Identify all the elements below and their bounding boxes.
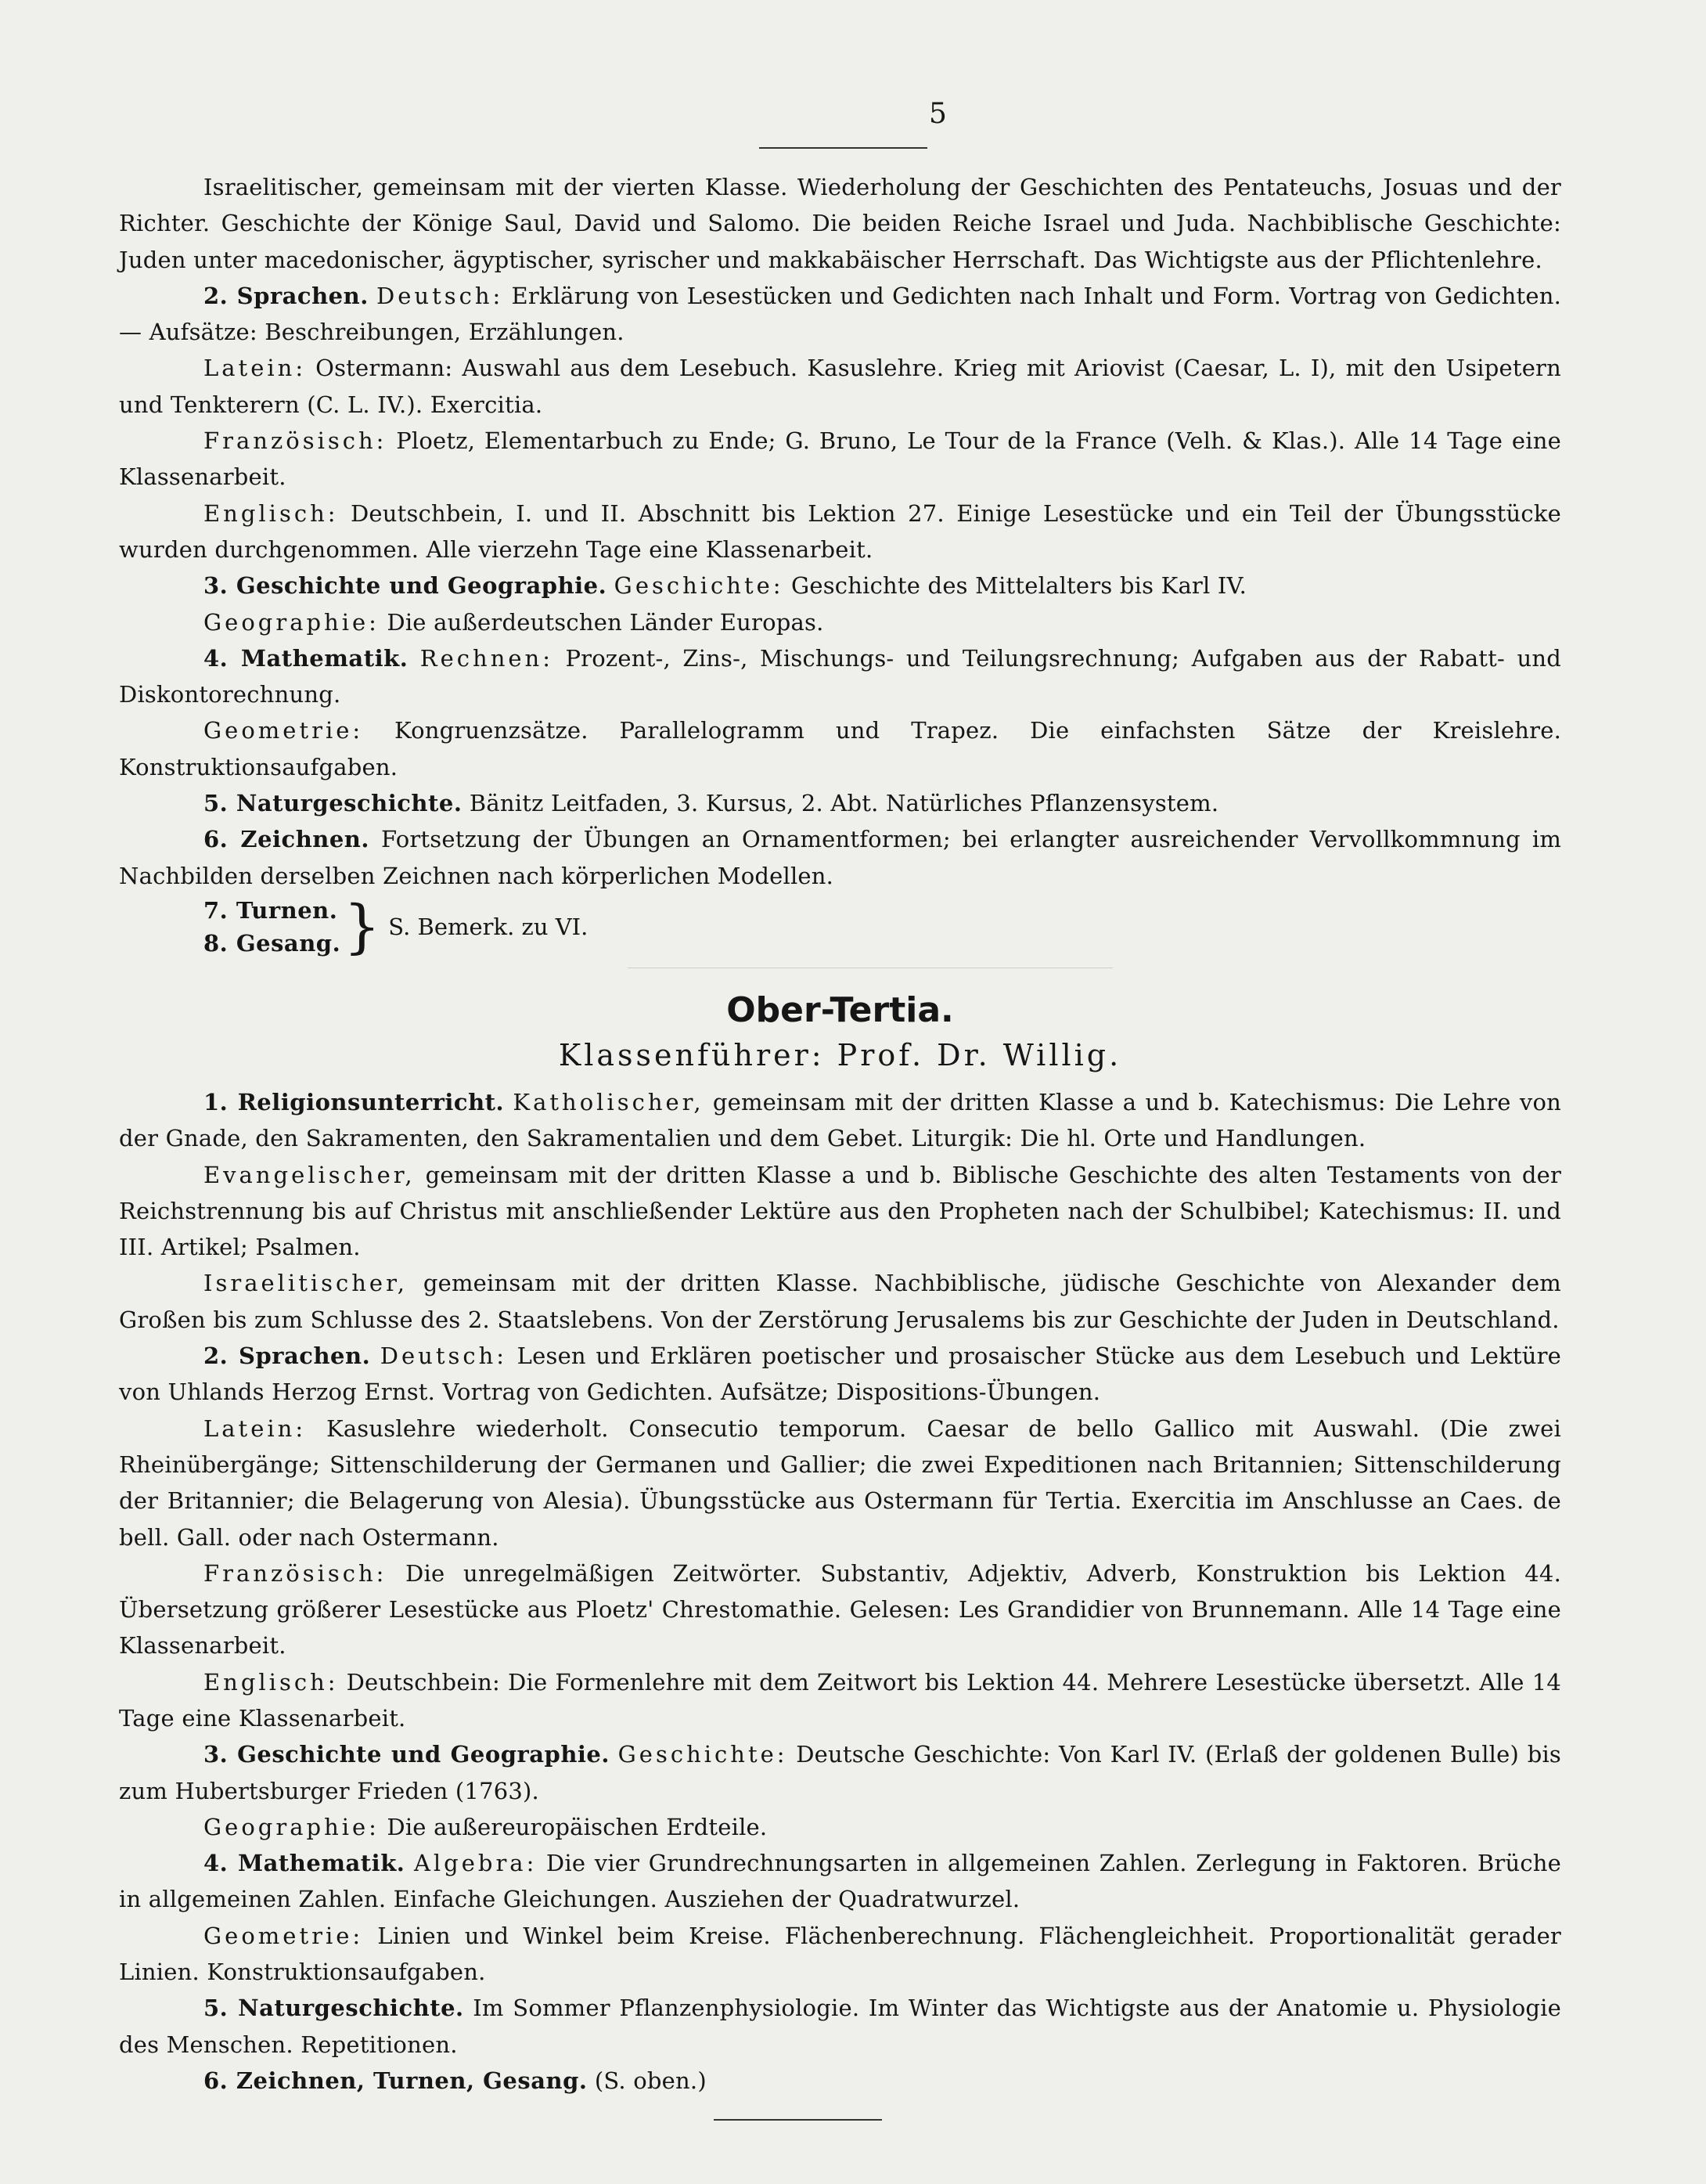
subject-word: Evangelischer,: [203, 1161, 416, 1188]
paragraph-mathematik: [119, 640, 1561, 713]
paragraph-sprachen: [119, 278, 1561, 351]
paragraph-text: (S. oben.): [594, 2067, 707, 2094]
section-title: Ober-Tertia.: [726, 989, 954, 1030]
subject-heading-turnen: 7. Turnen.: [203, 896, 338, 924]
subject-heading: 4. Mathematik.: [203, 644, 409, 672]
paragraph-text: gemeinsam mit der dritten Klasse a und b. Biblische Geschichte des alten Testaments von der Reichstrennung bis auf Christus mit anschließender Lektüre aus den Propheten nach der Schulbibel; Katechismus: II. und III. Artikel; Psalmen.: [119, 1161, 1562, 1261]
paragraph-text: Linien und Winkel beim Kreise. Flächenberechnung. Flächengleichheit. Proportionalität gerader Linien. Konstruktionsaufgaben.: [119, 1922, 1561, 1986]
subject-word: Englisch:: [203, 1668, 339, 1696]
paragraph-geometrie: [119, 1918, 1561, 1991]
subject-word: Geschichte:: [614, 572, 784, 600]
paragraph-franzoesisch: [119, 423, 1561, 496]
paragraph-text: Die vier Grundrechnungsarten in allgemeinen Zahlen. Zerlegung in Faktoren. Brüche in allgemeinen Zahlen. Einfache Gleichungen. Ausziehen der Quadratwurzel.: [119, 1850, 1561, 1913]
subject-word: Französisch:: [203, 427, 387, 455]
subject-heading: 5. Naturgeschichte.: [203, 790, 462, 817]
subject-heading: 2. Sprachen.: [203, 1342, 371, 1370]
subject-word: Geschichte:: [617, 1741, 788, 1768]
class-leader: Klassenführer: Prof. Dr. Willig.: [558, 1037, 1122, 1072]
paragraph-text: Im Sommer Pflanzenphysiologie. Im Winter das Wichtigste aus der Anatomie u. Physiologie des Menschen. Repetitionen.: [119, 1995, 1561, 2058]
subject-heading: 4. Mathematik.: [203, 1850, 405, 1877]
paragraph-naturgeschichte: [119, 1990, 1561, 2063]
paragraph-text: Erklärung von Lesestücken und Gedichten nach Inhalt und Form. Vortrag von Gedichten. — Aufsätze: Beschreibungen, Erzählungen.: [119, 282, 1562, 346]
bracket-lines: [203, 894, 340, 960]
paragraph-text: Lesen und Erklären poetischer und prosaischer Stücke aus dem Lesebuch und Lektüre von Uhlands Herzog Ernst. Vortrag von Gedichten. Aufsätze; Dispositions-Übungen.: [119, 1342, 1561, 1406]
paragraph-text: Bänitz Leitfaden, 3. Kursus, 2. Abt. Natürliches Pflanzensystem.: [469, 790, 1219, 817]
paragraph-text: gemeinsam mit der dritten Klasse a und b. Katechismus: Die Lehre von der Gnade, den Sakramenten, den Sakramentalien und dem Gebet. Liturgik: Die hl. Orte und Handlungen.: [119, 1088, 1562, 1152]
paragraph-text: Kongruenzsätze. Parallelogramm und Trapez. Die einfachsten Sätze der Kreislehre. Konstruktionsaufgaben.: [119, 717, 1562, 780]
paragraph-englisch: [119, 496, 1561, 568]
subject-heading: 5. Naturgeschichte.: [203, 1995, 464, 2022]
paragraph-text: Die unregelmäßigen Zeitwörter. Substantiv, Adjektiv, Adverb, Konstruktion bis Lektion 44. Übersetzung größerer Lesestücke aus Ploetz' Chrestomathie. Gelesen: Les Grandidier von Brunnemann. Alle 14 Tage eine Klassenarbeit.: [119, 1559, 1561, 1660]
paragraph-latein: [119, 1411, 1561, 1555]
paragraph-text: Kasuslehre wiederholt. Consecutio temporum. Caesar de bello Gallico mit Auswahl. (Die zwei Rheinübergänge; Sittenschilderung der Germanen und Gallier; die zwei Expeditionen nach Britannien; Sittenschilderung der Britannier; die Belagerung von Alesia). Übungsstücke aus Ostermann für Tertia. Exercitia im Anschlusse an Caes. de bell. Gall. oder nach Ostermann.: [119, 1415, 1561, 1551]
subject-word: Geometrie:: [203, 1922, 364, 1949]
paragraph-sprachen: [119, 1338, 1561, 1411]
paragraph-text: Fortsetzung der Übungen an Ornamentformen; bei erlangter ausreichender Vervollkommnung im Nachbilden derselben Zeichnen nach körperlichen Modellen.: [119, 826, 1562, 889]
paragraph-naturgeschichte: [119, 785, 1561, 821]
subject-heading: 1. Religionsunterricht.: [203, 1088, 505, 1115]
subject-word: Französisch:: [203, 1559, 387, 1587]
subject-heading: 3. Geschichte und Geographie.: [203, 572, 607, 600]
subject-word: Geometrie:: [203, 717, 364, 744]
header-rule: [759, 147, 927, 149]
paragraph-text: Deutschbein: Die Formenlehre mit dem Zeitwort bis Lektion 44. Mehrere Lesestücke übersetzt. Alle 14 Tage eine Klassenarbeit.: [119, 1668, 1562, 1732]
subject-word: Geographie:: [203, 1813, 380, 1840]
subject-heading-gesang: 8. Gesang.: [203, 929, 341, 957]
subject-word: Katholischer,: [513, 1088, 704, 1115]
upper-section: [119, 169, 1561, 960]
paragraph-katholisch: [119, 1084, 1561, 1157]
paragraph-text: Deutsche Geschichte: Von Karl IV. (Erlaß der goldenen Bulle) bis zum Hubertsburger Frieden (1763).: [119, 1741, 1562, 1804]
page-number: 5: [929, 98, 947, 130]
subject-word: Deutsch:: [380, 1342, 508, 1370]
lower-section: [119, 1084, 1561, 2099]
bracket-group: [119, 894, 1561, 960]
subject-heading: 2. Sprachen.: [203, 282, 369, 309]
paragraph-text: Ploetz, Elementarbuch zu Ende; G. Bruno, Le Tour de la France (Velh. & Klas.). Alle 14 Tage eine Klassenarbeit.: [119, 427, 1561, 491]
paragraph-text: Israelitischer, gemeinsam mit der vierten Klasse. Wiederholung der Geschichten des Pentateuchs, Josuas und der Richter. Geschichte der Könige Saul, David und Salomo. Die beiden Reiche Israel und Juda. Nachbiblische Geschichte: Juden unter macedonischer, ägyptischer, syrischer und makkabäischer Herrschaft. Das Wichtigste aus der Pflichtenlehre.: [119, 174, 1561, 273]
paragraph-text: Die außerdeutschen Länder Europas.: [387, 608, 824, 636]
subject-heading: 6. Zeichnen.: [203, 826, 369, 853]
paragraph-geschichte: [119, 1736, 1561, 1809]
subject-word: Deutsch:: [376, 282, 504, 309]
subject-word: Englisch:: [203, 499, 339, 527]
subject-word: Algebra:: [413, 1850, 538, 1877]
paragraph-text: Ostermann: Auswahl aus dem Lesebuch. Kasuslehre. Krieg mit Ariovist (Caesar, L. I), mit den Usipetern und Tenkterern (C. L. IV.). Exercitia.: [119, 355, 1561, 418]
brace-icon: }: [344, 892, 381, 960]
subject-heading: 6. Zeichnen, Turnen, Gesang.: [203, 2067, 588, 2094]
paragraph-geographie: [119, 1809, 1561, 1845]
paragraph-franzoesisch: [119, 1555, 1561, 1664]
subject-heading: 3. Geschichte und Geographie.: [203, 1741, 610, 1768]
paragraph-text: Deutschbein, I. und II. Abschnitt bis Lektion 27. Einige Lesestücke und ein Teil der Übungsstücke wurden durchgenommen. Alle vierzehn Tage eine Klassenarbeit.: [119, 499, 1561, 563]
paragraph-geschichte: [119, 568, 1561, 604]
paragraph-text: gemeinsam mit der dritten Klasse. Nachbiblische, jüdische Geschichte von Alexander dem Großen bis zum Schlusse des 2. Staatslebens. Von der Zerstörung Jerusalems bis zur Geschichte der Juden in Deutschland.: [119, 1270, 1562, 1333]
paragraph-text: Geschichte des Mittelalters bis Karl IV.: [791, 572, 1247, 600]
subject-word: Israelitischer,: [203, 1270, 408, 1297]
subject-word: Latein:: [203, 1415, 307, 1442]
paragraph-text: Die außereuropäischen Erdteile.: [387, 1813, 768, 1840]
paragraph-geometrie: [119, 712, 1561, 785]
paragraph-israelitisch: [119, 1265, 1561, 1338]
paragraph-evangelisch: [119, 1157, 1561, 1266]
paragraph-geographie: [119, 604, 1561, 640]
subject-word: Rechnen:: [419, 644, 553, 672]
footer-rule: [714, 2119, 882, 2121]
paragraph-zeichnen: [119, 821, 1561, 894]
paragraph-israelitischer: [119, 169, 1561, 278]
paragraph-text: Prozent-, Zins-, Mischungs- und Teilungsrechnung; Aufgaben aus der Rabatt- und Diskontorechnung.: [119, 644, 1561, 708]
paragraph-latein: [119, 350, 1561, 423]
subject-word: Geographie:: [203, 608, 380, 636]
subject-word: Latein:: [203, 355, 307, 382]
paragraph-englisch: [119, 1664, 1561, 1737]
paragraph-mathematik: [119, 1845, 1561, 1918]
paragraph-zeichnen-turnen-gesang: [119, 2063, 1561, 2099]
bracket-note: S. Bemerk. zu VI.: [388, 913, 588, 940]
